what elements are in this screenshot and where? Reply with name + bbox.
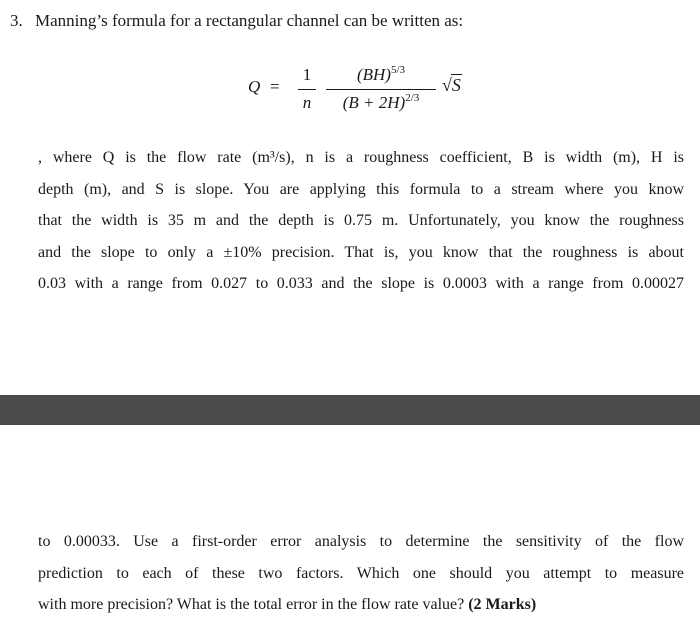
- formula-sqrt: [442, 74, 462, 96]
- paragraph-2-line: prediction to each of these two factors. Which one should you attempt to measure: [38, 564, 684, 582]
- marks-label: (2 Marks): [468, 596, 537, 613]
- question-number: 3.: [10, 11, 23, 30]
- paragraph-2: [38, 526, 684, 621]
- formula-fraction-2: [326, 63, 436, 114]
- paragraph-1-line: 0.03 with a range from 0.027 to 0.033 and the slope is 0.0003 with a range from 0.00027: [38, 275, 684, 292]
- paragraph-2-line: to 0.00033. Use a first-order error analysis to determine the sensitivity of the flow: [38, 533, 684, 550]
- formula-fraction-1: [298, 63, 316, 114]
- formula-lhs: Q: [248, 77, 261, 96]
- paragraph-2-last-line: [38, 589, 684, 621]
- paragraph-1-line: and the slope to only a ±10% precision. That is, you know that the roughness is about: [38, 243, 684, 261]
- paragraph-2-line: with more precision? What is the total error in the flow rate value?: [38, 596, 465, 613]
- fraction-2-denominator-exponent: 2/3: [405, 92, 420, 104]
- fraction-1-denominator: n: [302, 93, 312, 112]
- sqrt-symbol: √: [442, 75, 452, 95]
- fraction-1-numerator: 1: [302, 65, 312, 84]
- paragraph-1-line: depth (m), and S is slope. You are applying this formula to a stream where you know: [38, 180, 684, 198]
- fraction-2-denominator: [343, 90, 420, 114]
- fraction-2-numerator-exponent: 5/3: [390, 64, 406, 76]
- page-divider-bar: [0, 395, 700, 425]
- sqrt-argument: S: [451, 75, 461, 95]
- paragraph-1-line: , where Q is the flow rate (m³/s), n is a roughness coefficient, B is width (m), H is: [38, 149, 684, 166]
- paragraph-1-line: that the width is 35 m and the depth is 0.75 m. Unfortunately, you know the roughness: [38, 212, 684, 229]
- paragraph-1: [38, 142, 684, 300]
- fraction-2-numerator-base: (BH): [356, 65, 391, 84]
- formula-equals: =: [270, 77, 280, 96]
- fraction-2-numerator: [357, 63, 405, 87]
- manning-formula: [248, 60, 478, 120]
- fraction-2-denominator-base: (B + 2H): [342, 93, 406, 112]
- question-heading-text: Manning’s formula for a rectangular channel can be written as:: [35, 11, 464, 30]
- question-heading: [10, 10, 463, 32]
